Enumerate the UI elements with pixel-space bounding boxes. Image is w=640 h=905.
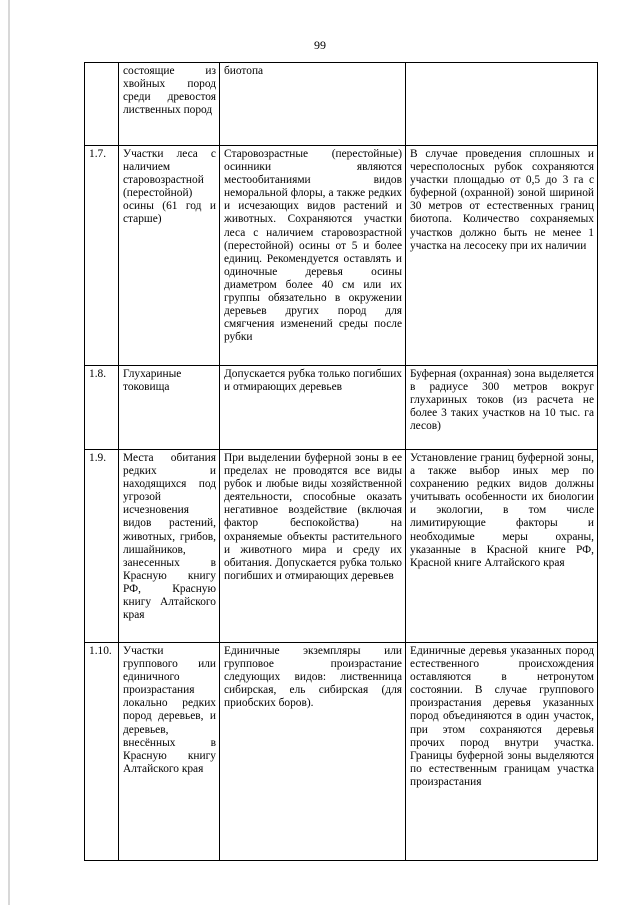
measures-cell: Установление границ буферной зоны, а также выбор иных мер по сохранению редких видов должны учитывать особенности их биологии и экологии, в том числе лимитирующие факторы и необходимые меры охраны, указанные в Красной книге РФ, Красной книге Алтайского края [406, 450, 598, 643]
object-cell: Места обитания редких и находящихся под угрозой исчезновения видов растений, животных, грибов, лишайников, занесенных в Красную книгу РФ, Красную книгу Алтайского края [119, 450, 220, 643]
table-row [85, 63, 598, 146]
row-number [85, 63, 119, 146]
object-cell: состоящие из хвойных пород среди древостоя лиственных пород [119, 63, 220, 146]
object-cell: Участки леса с наличием старовозрастной (перестойной) осины (61 год и старше) [119, 146, 220, 366]
row-number: 1.10. [85, 643, 119, 861]
object-cell: Глухариные токовища [119, 366, 220, 450]
row-number: 1.7. [85, 146, 119, 366]
table-row [85, 450, 598, 643]
note-cell: биотопа [220, 63, 406, 146]
page-number: 99 [314, 38, 326, 52]
measures-cell: Буферная (охранная) зона выделяется в радиусе 300 метров вокруг глухариных токов (из расчета не более 3 таких участков на 10 тыс. га лесов) [406, 366, 598, 450]
note-cell: Единичные экземпляры или групповое произрастание следующих видов: лиственница сибирская, ель сибирская (для приобских боров). [220, 643, 406, 861]
table-row [85, 366, 598, 450]
note-cell: Старовозрастные (перестойные) осинники являются местообитаниями видов неморальной флоры, а также редких и исчезающих видов растений и животных. Сохраняются участки леса с наличием старовозрастной (перестойной) осины от 5 и более единиц. Рекомендуется оставлять и одиночные деревья осины диаметром более 40 см или их группы обязательно в окружении деревьев других пород для смягчения изменений среды после рубки [220, 146, 406, 366]
row-number: 1.9. [85, 450, 119, 643]
measures-cell: Единичные деревья указанных пород естественного происхождения оставляются в нетронутом состоянии. В случае группового произрастания деревья указанных пород объединяются в один участок, при этом сохраняются деревья прочих пород внутри участка. Границы буферной зоны выделяются по естественным границам участка произрастания [406, 643, 598, 861]
scan-edge [8, 0, 10, 905]
row-number: 1.8. [85, 366, 119, 450]
measures-cell: В случае проведения сплошных и чересполосных рубок сохраняются участки площадью от 0,5 до 3 га с буферной (охранной) зоной шириной 30 метров от естественных границ биотопа. Количество сохраняемых участков должно быть не менее 1 участка на лесосеку при их наличии [406, 146, 598, 366]
note-cell: Допускается рубка только погибших и отмирающих деревьев [220, 366, 406, 450]
biotope-table [84, 62, 598, 861]
note-cell: При выделении буферной зоны в ее пределах не проводятся все виды рубок и любые виды хозяйственной деятельности, способные оказать негативное воздействие (включая фактор беспокойства) на охраняемые объекты растительного и животного мира и среду их обитания. Допускается рубка только погибших и отмирающих деревьев [220, 450, 406, 643]
measures-cell [406, 63, 598, 146]
table-row [85, 146, 598, 366]
object-cell: Участки группового или единичного произрастания локально редких пород деревьев, и деревьев, внесённых в Красную книгу Алтайского края [119, 643, 220, 861]
table-row [85, 643, 598, 861]
